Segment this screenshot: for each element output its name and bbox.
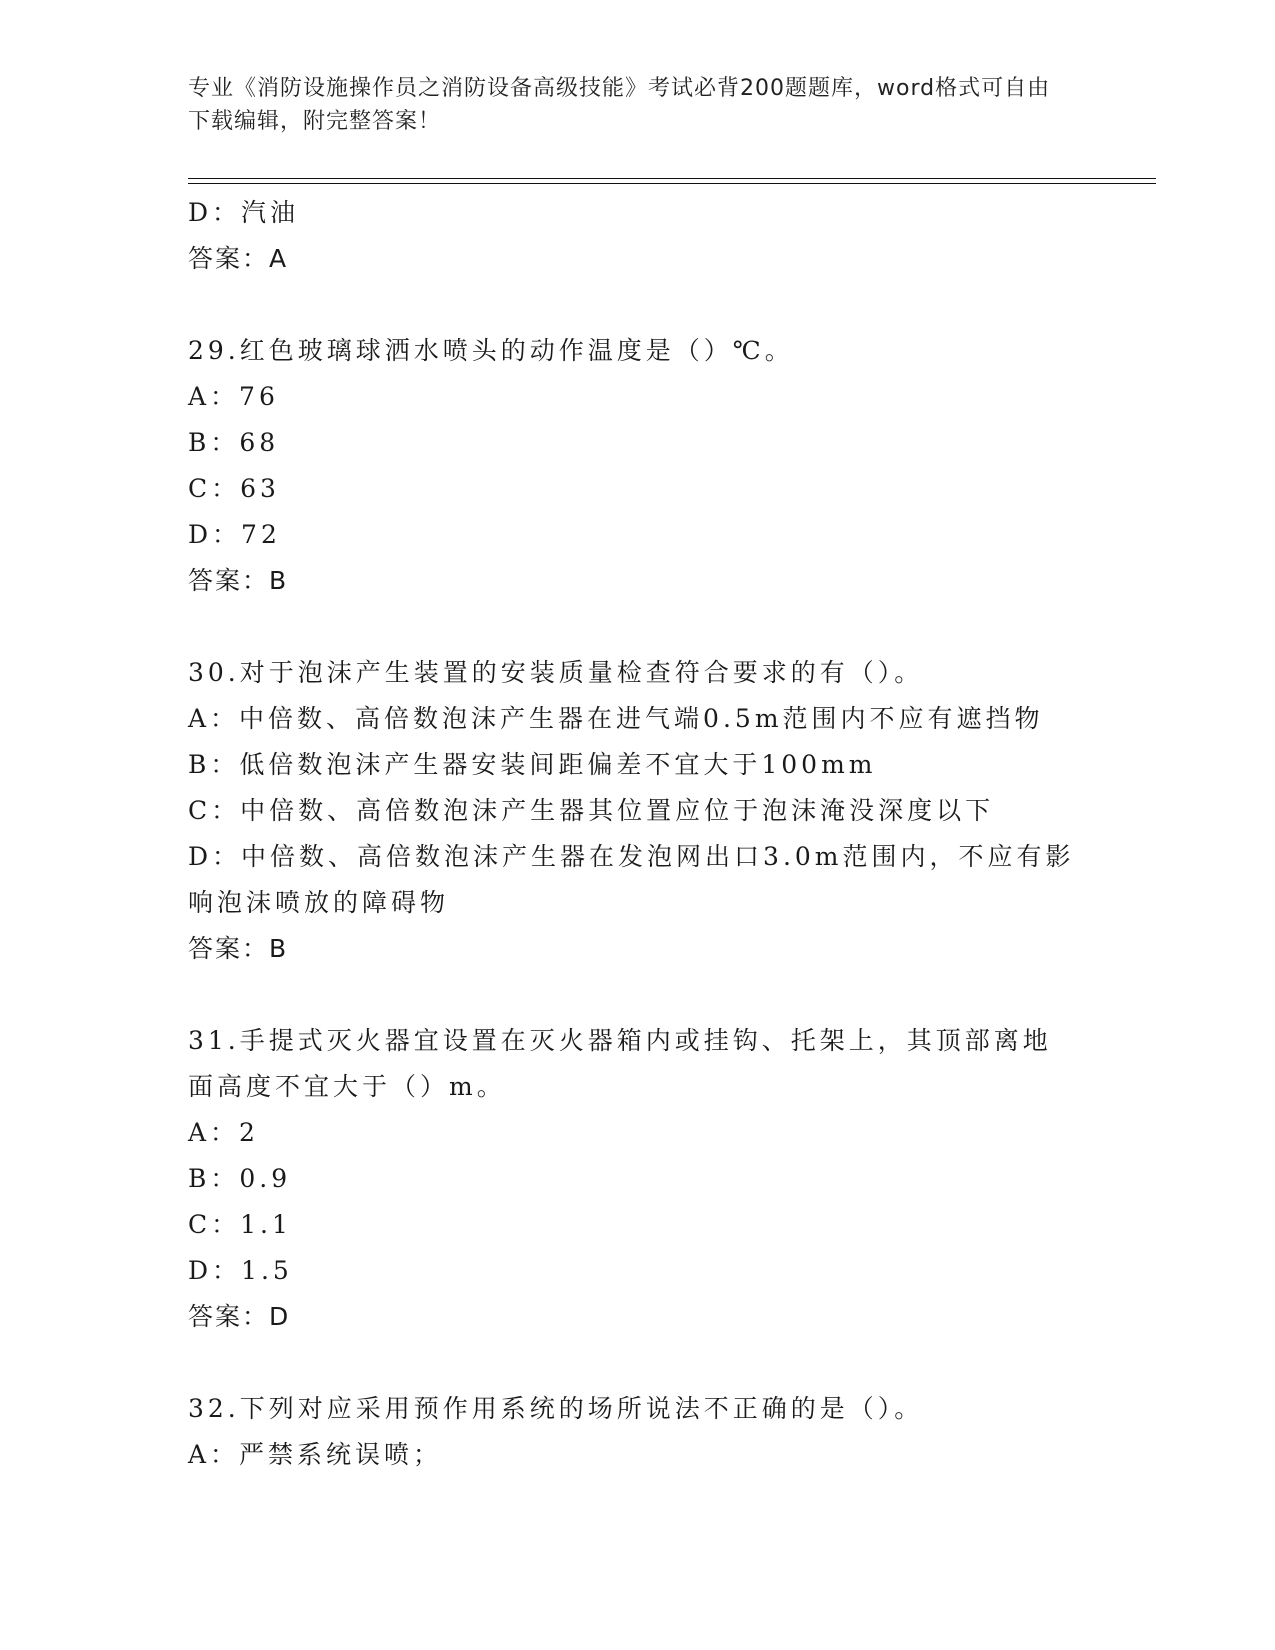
option-d: D：1.5 xyxy=(188,1256,293,1285)
option-a: A：中倍数、高倍数泡沫产生器在进气端0.5m范围内不应有遮挡物 xyxy=(188,704,1044,733)
question-stem: 29.红色玻璃球洒水喷头的动作温度是（）℃。 xyxy=(188,336,794,365)
question-stem: 30.对于泡沫产生装置的安装质量检查符合要求的有（）。 xyxy=(188,658,924,687)
question-stem: 31.手提式灭火器宜设置在灭火器箱内或挂钩、托架上，其顶部离地面高度不宜大于（）m。 xyxy=(188,1026,1052,1101)
question-stem: 32.下列对应采用预作用系统的场所说法不正确的是（）。 xyxy=(188,1394,924,1423)
question-32 xyxy=(188,1386,1088,1478)
question-30 xyxy=(188,650,1088,972)
question-gap xyxy=(188,282,1088,328)
question-gap xyxy=(188,1340,1088,1386)
question-list xyxy=(188,190,1088,1478)
option-d: D：中倍数、高倍数泡沫产生器在发泡网出口3.0m范围内，不应有影响泡沫喷放的障碍物 xyxy=(188,842,1075,917)
question-29 xyxy=(188,328,1088,604)
answer-line: 答案：D xyxy=(188,1302,291,1331)
answer-line: 答案：B xyxy=(188,566,289,595)
option-c: C：中倍数、高倍数泡沫产生器其位置应位于泡沫淹没深度以下 xyxy=(188,796,995,825)
document-header: 专业《消防设施操作员之消防设备高级技能》考试必背200题题库，word格式可自由下载编辑，附完整答案！ xyxy=(188,76,1051,134)
question-28-tail xyxy=(188,190,1088,282)
option-a: A：76 xyxy=(188,382,279,411)
header-divider-top xyxy=(188,178,1156,179)
option-a: A：严禁系统误喷； xyxy=(188,1440,443,1469)
option-d: D：汽油 xyxy=(188,198,300,227)
answer-line: 答案：A xyxy=(188,244,289,273)
option-d: D：72 xyxy=(188,520,281,549)
question-gap xyxy=(188,972,1088,1018)
option-b: B：0.9 xyxy=(188,1164,292,1193)
option-b: B：68 xyxy=(188,428,280,457)
header-divider-bottom xyxy=(188,183,1156,184)
option-a: A：2 xyxy=(188,1118,259,1147)
question-31 xyxy=(188,1018,1088,1340)
option-b: B：低倍数泡沫产生器安装间距偏差不宜大于100mm xyxy=(188,750,877,779)
answer-line: 答案：B xyxy=(188,934,289,963)
option-c: C：1.1 xyxy=(188,1210,292,1239)
question-gap xyxy=(188,604,1088,650)
option-c: C：63 xyxy=(188,474,280,503)
